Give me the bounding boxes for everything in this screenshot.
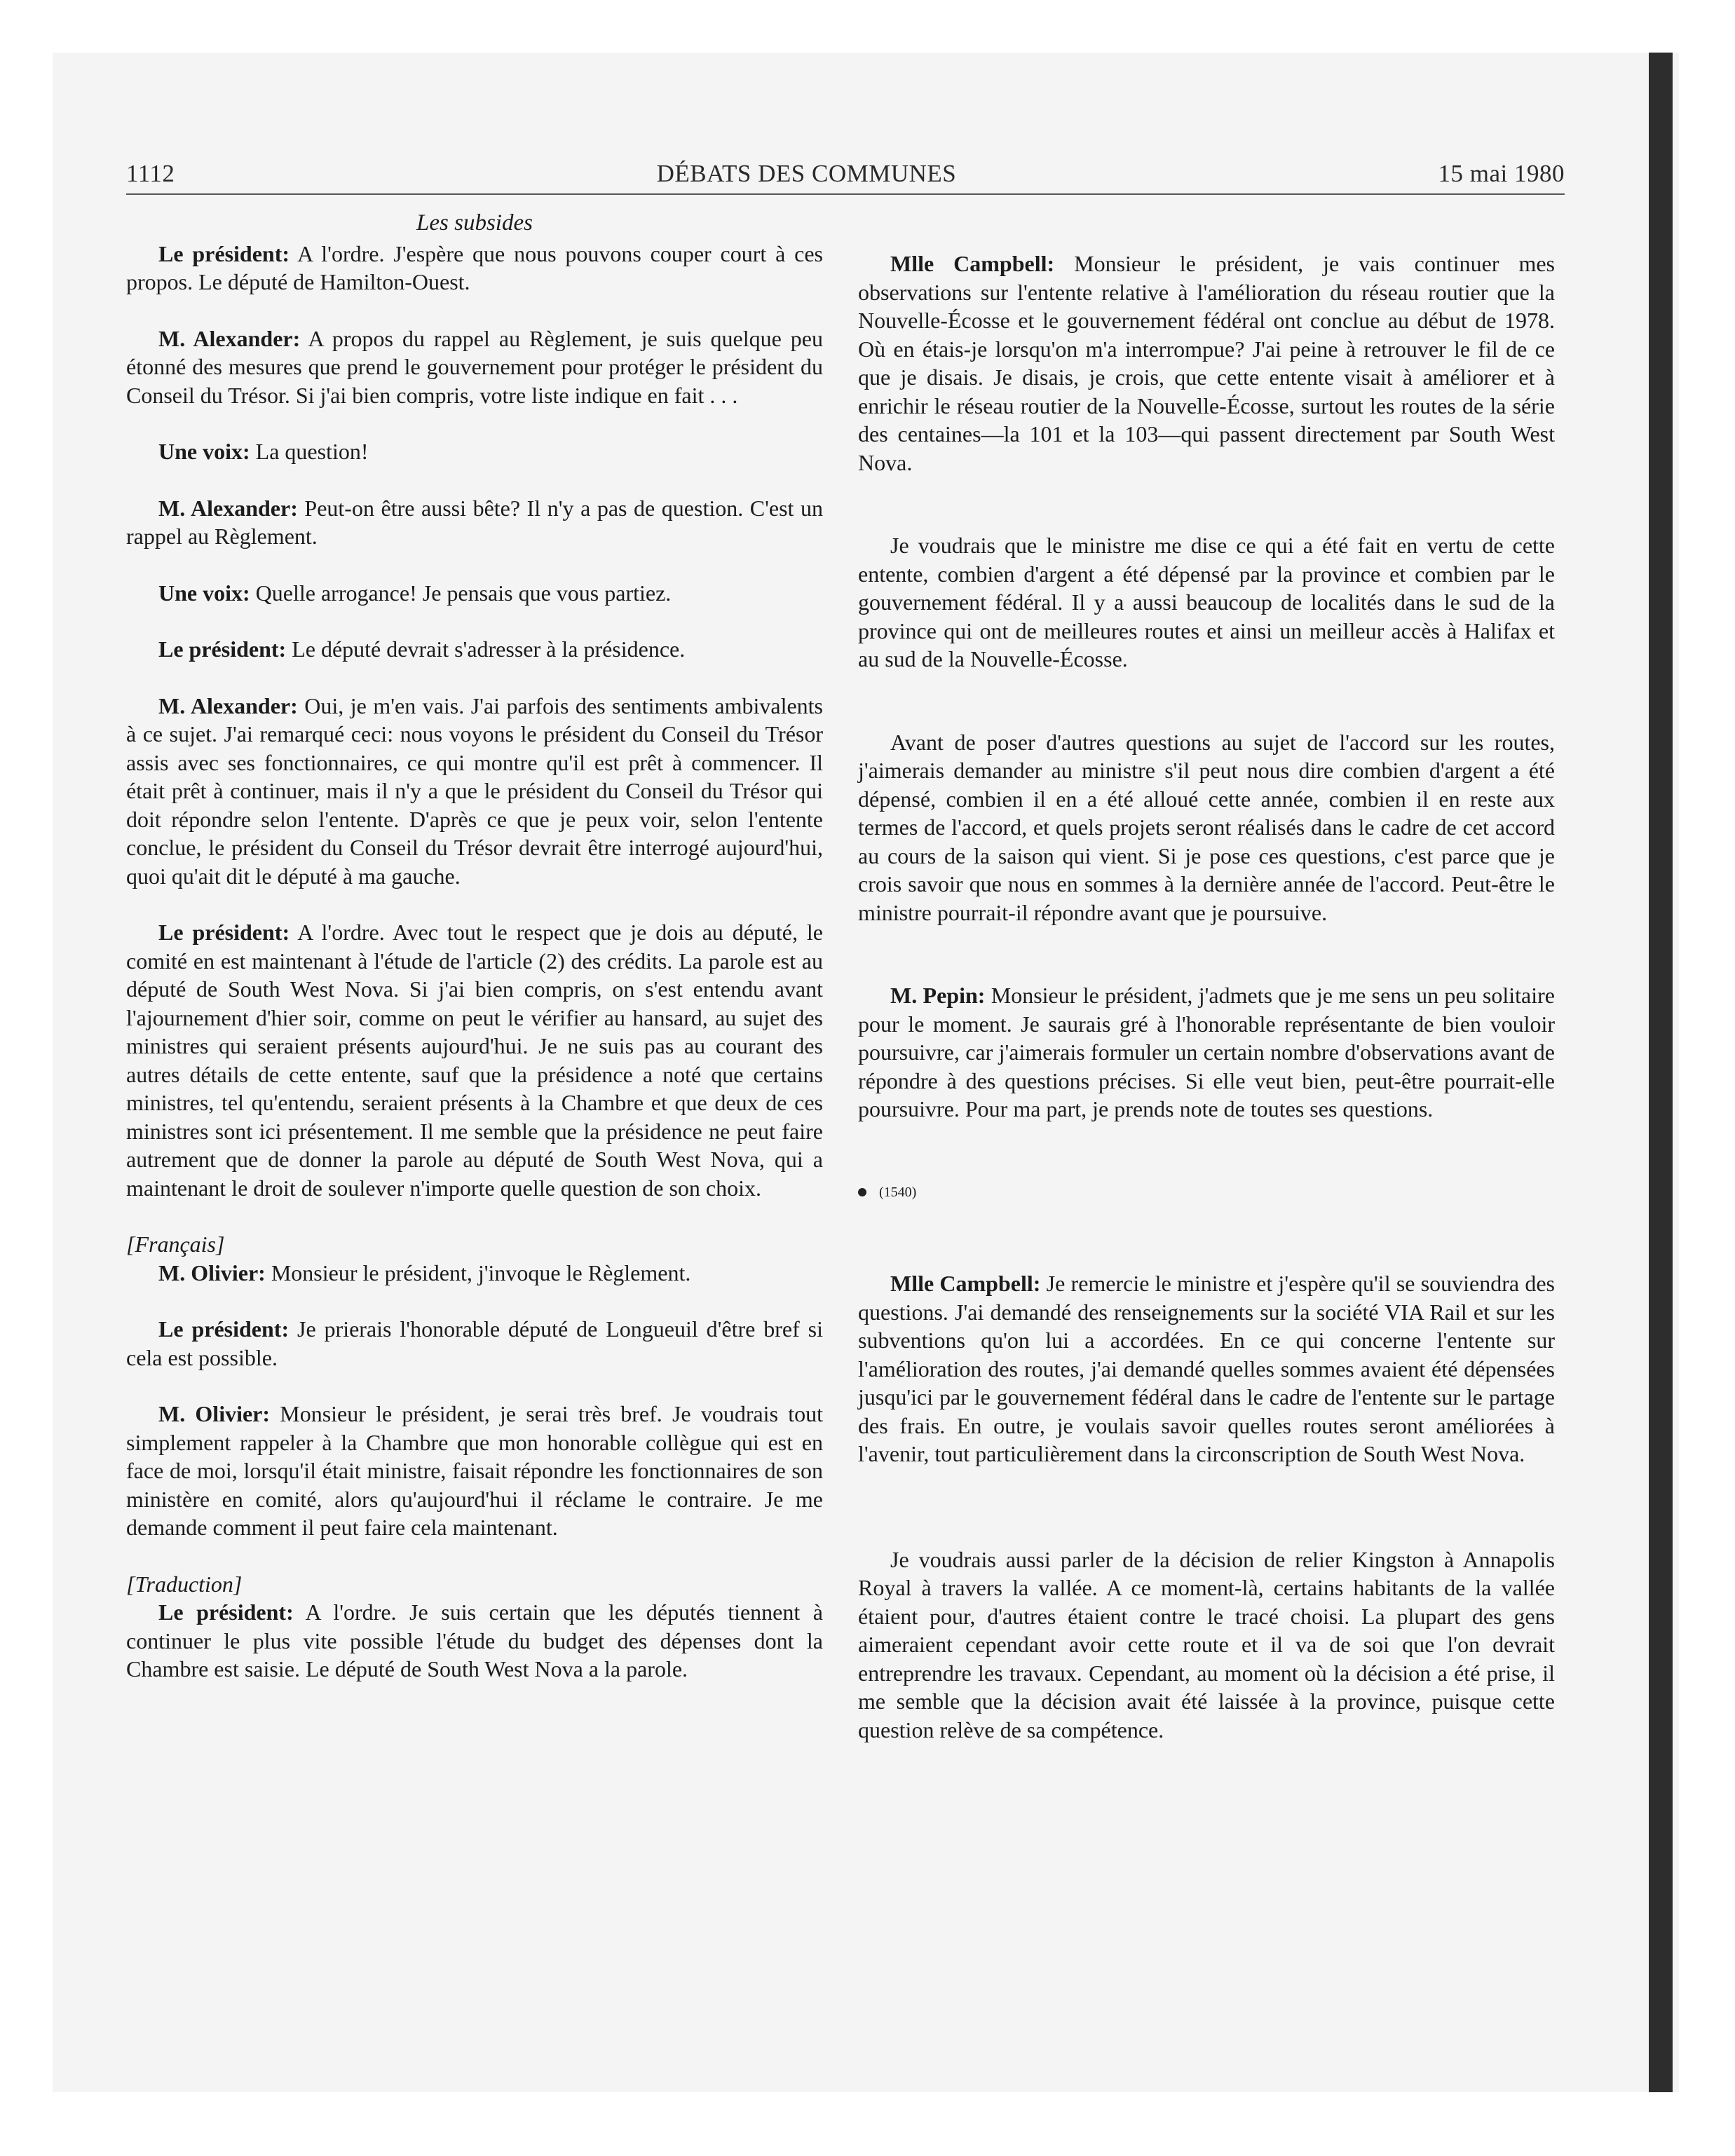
speaker-name: Mlle Campbell: <box>890 251 1055 276</box>
scan-edge-bar <box>1649 53 1673 2092</box>
speech-text: Monsieur le président, je serai très bref. Je voudrais tout simplement rappeler à la Chambre que mon honorable collègue qui est en face de moi, lorsqu'il était ministre, faisait répondre les fonctionnaires de son ministère en comité, alors qu'aujourd'hui il réclame le contraire. Je me demande comment il peut faire cela maintenant. <box>126 1401 824 1540</box>
running-head <box>126 160 1565 188</box>
speech-text: Je voudrais aussi parler de la décision de relier Kingston à Annapolis Royal à travers la vallée. A ce moment-là, certains habitants de la vallée étaient pour, d'autres étaient contre le tracé choisi. La plupart des gens aimeraient cependant avoir cette route et il va de soi que l'on devrait entreprendre les travaux. Cependant, au moment où la décision a été prise, il me semble que la décision avait été laissée à la province, puisque cette question relève de sa compétence. <box>858 1546 1555 1742</box>
speech-paragraph <box>858 1269 1555 1468</box>
header-rule <box>126 193 1565 195</box>
timestamp-text: (1540) <box>879 1184 917 1200</box>
speech-text: Je voudrais que le ministre me dise ce qui a été fait en vertu de cette entente, combien d'argent a été dépensé par la province et combien par le gouvernement fédéral. Il y a aussi beaucoup de localités dans le sud de la province qui ont de meilleures routes et ainsi un meilleur accès à Halifax et au sud de la Nouvelle-Écosse. <box>858 533 1555 671</box>
speech-paragraph <box>126 692 823 891</box>
speech-paragraph <box>858 250 1555 477</box>
speaker-name: Le président: <box>158 1599 294 1625</box>
speech-paragraph <box>126 635 823 664</box>
speech-text: Peut-on être aussi bête? Il n'y a pas de question. C'est un rappel au Règlement. <box>126 495 824 549</box>
speech-paragraph <box>126 325 823 410</box>
speaker-name: M. Olivier: <box>158 1401 271 1426</box>
section-title: Les subsides <box>416 210 533 236</box>
language-marker: [Français] <box>126 1231 225 1257</box>
speech-text: A l'ordre. Avec tout le respect que je dois au député, le comité en est maintenant à l'étude de l'article (2) des crédits. La parole est au député de South West Nova. Si j'ai bien compris, on s'est entendu avant l'ajournement d'hier soir, comme on peut le vérifier au hansard, au sujet des ministres qui seraient présents aujourd'hui. Je ne suis pas au courant des autres détails de cette entente, sauf que la présidence a noté que certains ministres, tel qu'entendu, seraient présents à la Chambre et que deux de ces ministres sont ici présentement. Il me semble que la présidence ne peut faire autrement que de donner la parole au député de South West Nova, qui a maintenant le droit de soulever n'importe quelle question de son choix. <box>126 920 824 1201</box>
speech-paragraph <box>858 981 1555 1124</box>
speaker-name: Le président: <box>158 240 290 266</box>
bullet-dot-icon <box>858 1188 866 1196</box>
speech-text: Monsieur le président, je vais continuer mes observations sur l'entente relative à l'amélioration du réseau routier que la Nouvelle-Écosse et le gouvernement fédéral ont conclue au début de 1978. Où en étais-je lorsqu'on m'a interrompue? J'ai peine à retrouver le fil de ce que je disais. Je disais, je crois, que cette entente visait à améliorer et à enrichir le réseau routier de la Nouvelle-Écosse, surtout les routes de la série des centaines—la 101 et la 103—qui passent directement par South West Nova. <box>858 251 1556 475</box>
speaker-name: Le président: <box>158 920 290 945</box>
speech-text: Le député devrait s'adresser à la présidence. <box>286 636 686 662</box>
speech-paragraph <box>126 918 823 1202</box>
speaker-name: M. Alexander: <box>158 495 298 521</box>
speaker-name: Mlle Campbell: <box>890 1271 1041 1296</box>
speech-paragraph <box>126 437 823 466</box>
page-number: 1112 <box>126 160 175 187</box>
speech-paragraph <box>858 728 1555 927</box>
language-marker: [Traduction] <box>126 1571 243 1597</box>
speaker-name: Le président: <box>158 636 287 662</box>
speaker-name: M. Alexander: <box>158 325 301 351</box>
issue-date: 15 mai 1980 <box>1438 160 1565 187</box>
publication-title: DÉBATS DES COMMUNES <box>656 160 957 187</box>
speech-text: Quelle arrogance! Je pensais que vous partiez. <box>250 580 672 606</box>
speech-text: La question! <box>250 439 369 464</box>
speech-text: Je prierais l'honorable député de Longueuil d'être bref si cela est possible. <box>126 1316 824 1370</box>
speech-text: Monsieur le président, j'invoque le Règlement. <box>265 1260 691 1285</box>
speaker-name: M. Olivier: <box>158 1260 266 1285</box>
speaker-name: Une voix: <box>158 580 250 606</box>
speech-text: Oui, je m'en vais. J'ai parfois des sentiments ambivalents à ce sujet. J'ai remarqué ceci: nous voyons le président du Conseil du Trésor assis avec ses fonctionnaires, ce qui montre qu'il est prêt à commencer. Il était prêt à continuer, mais il n'y a que le président du Conseil du Trésor qui doit répondre selon l'entente. D'après ce que je peux voir, selon l'entente conclue, le président du Conseil du Trésor devrait être interrogé aujourd'hui, quoi qu'ait dit le député à ma gauche. <box>126 692 824 889</box>
speech-text: Avant de poser d'autres questions au sujet de l'accord sur les routes, j'aimerais demander au ministre s'il peut nous dire combien d'argent a été dépensé, combien il en a été alloué cette année, combien il en reste aux termes de l'accord, et quels projets seront réalisés dans le cadre de cet accord au cours de la saison qui vient. Si je pose ces questions, c'est parce que je crois savoir que nous en sommes à la dernière année de l'accord. Peut-être le ministre pourrait-il répondre avant que je poursuive. <box>858 729 1555 925</box>
speech-paragraph <box>126 1259 823 1288</box>
speech-text: A l'ordre. J'espère que nous pouvons couper court à ces propos. Le député de Hamilton-Ouest. <box>126 240 824 294</box>
speaker-name: Le président: <box>158 1316 290 1342</box>
timestamp-marker <box>858 1178 1555 1207</box>
speech-paragraph <box>126 1315 823 1372</box>
speech-paragraph <box>126 494 823 551</box>
speech-text: A propos du rappel au Règlement, je suis quelque peu étonné des mesures que prend le gouvernement pour protéger le président du Conseil du Trésor. Si j'ai bien compris, votre liste indique en fait . . . <box>126 325 824 408</box>
speech-text: Je remercie le ministre et j'espère qu'il se souviendra des questions. J'ai demandé des renseignements sur la société VIA Rail et sur les subventions qu'on lui a accordées. En ce qui concerne l'entente sur l'amélioration des routes, j'ai demandé quelles sommes avaient été dépensées jusqu'ici par le gouvernement fédéral dans le cadre de l'entente sur le partage des frais. En outre, je voulais savoir quelles routes seront améliorées à l'avenir, tout particulièrement dans la circonscription de South West Nova. <box>858 1271 1556 1466</box>
speech-paragraph <box>126 1400 823 1542</box>
speech-text: A l'ordre. Je suis certain que les députés tiennent à continuer le plus vite possible l'étude du budget des dépenses dont la Chambre est saisie. Le député de South West Nova a la parole. <box>126 1599 824 1681</box>
speech-paragraph <box>126 240 823 296</box>
speaker-name: M. Pepin: <box>890 983 986 1008</box>
speaker-name: Une voix: <box>158 439 250 464</box>
speech-paragraph <box>126 579 823 608</box>
speech-text: Monsieur le président, j'admets que je me sens un peu solitaire pour le moment. Je saurais gré à l'honorable représentante de bien vouloir poursuivre, car j'aimerais formuler un certain nombre d'observations avant de répondre à des questions précises. Si elle veut bien, peut-être pourrait-elle poursuivre. Pour ma part, je prends note de toutes ses questions. <box>858 983 1556 1121</box>
speaker-name: M. Alexander: <box>158 692 298 718</box>
right-column <box>858 250 1555 1772</box>
speech-paragraph <box>858 531 1555 674</box>
speech-paragraph <box>858 1546 1555 1745</box>
speech-paragraph <box>126 1598 823 1684</box>
left-column <box>126 209 823 1712</box>
